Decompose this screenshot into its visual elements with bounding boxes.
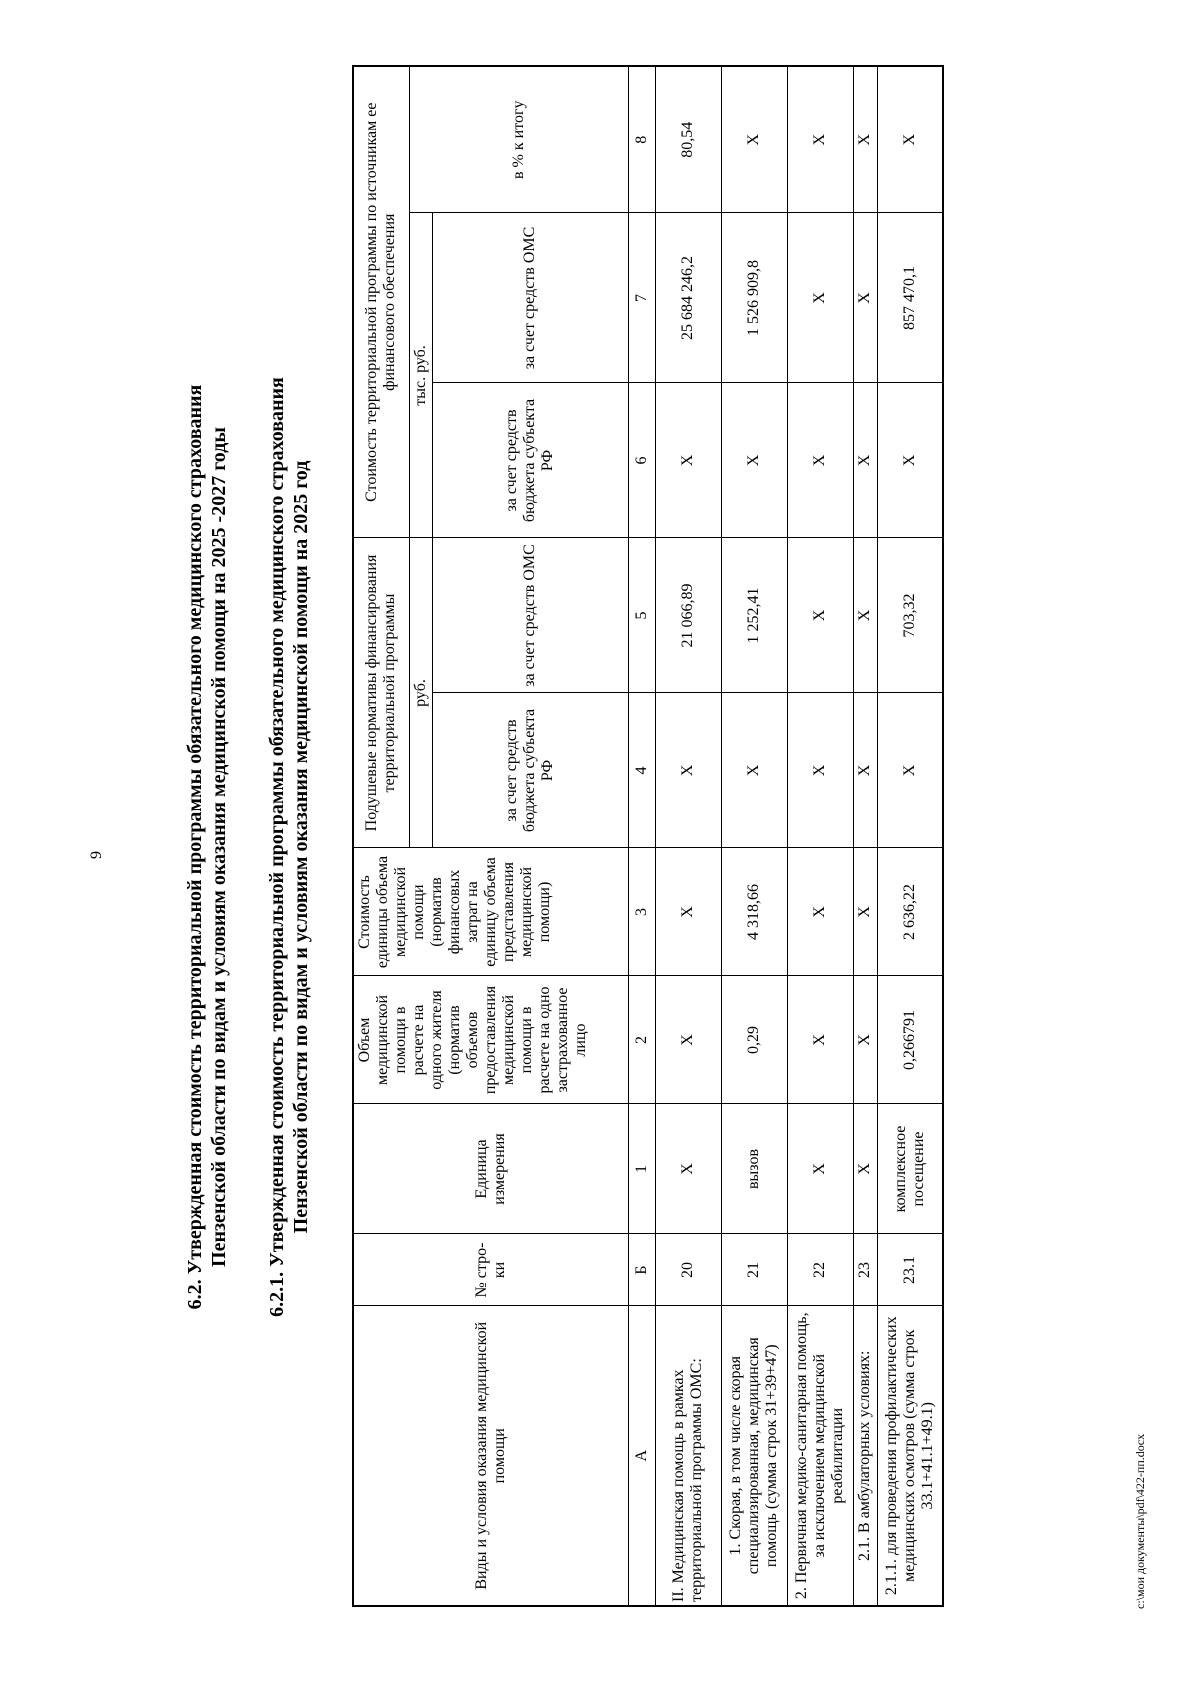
column-number-row [628, 66, 655, 1606]
header-unit-rub: руб. [409, 538, 432, 848]
cell-service: 2.1. В амбулаторных условиях: [853, 1306, 877, 1606]
cell-total-oms: 25 684 246,2 [655, 213, 721, 383]
header-unit: Единица измерения [353, 1104, 628, 1234]
cell-unit-cost: 2 636,22 [877, 848, 943, 976]
column-number: 1 [628, 1104, 655, 1234]
header-program-cost-group: Стоимость территориальной программы по источникам ее финансового обеспечения [353, 66, 409, 538]
cell-unit: вызов [721, 1104, 787, 1234]
cell-total-oms: 1 526 909,8 [721, 213, 787, 383]
header-unit-cost: Стоимость единицы объема медицинской помощи (норматив финансовых затрат на единицу объема представления медицинской помощи) [353, 848, 628, 976]
header-volume: Объем медицинской помощи в расчете на одного жителя (норматив объемов предоставления медицинской помощи в расчете на одно застрахованное лицо [353, 976, 628, 1104]
header-services: Виды и условия оказания медицинской помощи [353, 1306, 628, 1606]
cell-percent: Х [853, 66, 877, 213]
cell-unit: Х [787, 1104, 853, 1234]
cell-unit-cost: Х [853, 848, 877, 976]
cell-row-number: 20 [655, 1234, 721, 1306]
cell-unit: Х [853, 1104, 877, 1234]
cell-total-budget: Х [721, 383, 787, 538]
column-number: 3 [628, 848, 655, 976]
cell-pc-oms: 1 252,41 [721, 538, 787, 693]
cell-volume: Х [787, 976, 853, 1104]
cell-percent: Х [721, 66, 787, 213]
cell-pc-budget: Х [787, 693, 853, 848]
cell-total-budget: Х [853, 383, 877, 538]
cell-percent: 80,54 [655, 66, 721, 213]
cell-service: II. Медицинская помощь в рамках территориальной программы ОМС: [655, 1306, 721, 1606]
cell-row-number: 22 [787, 1234, 853, 1306]
header-row-number: № стро-ки [353, 1234, 628, 1306]
cell-pc-budget: Х [655, 693, 721, 848]
cost-table [352, 65, 944, 1607]
cell-percent: Х [787, 66, 853, 213]
column-number: А [628, 1306, 655, 1606]
header-per-capita-group: Подушевые нормативы финансирования территориальной программы [353, 538, 409, 848]
table-row [853, 66, 877, 1606]
cell-unit-cost: 4 318,66 [721, 848, 787, 976]
table-row [721, 66, 787, 1606]
table-row [655, 66, 721, 1606]
cell-total-oms: Х [787, 213, 853, 383]
cell-pc-budget: Х [853, 693, 877, 848]
cell-volume: 0,29 [721, 976, 787, 1104]
header-unit-thousand-rub: тыс. руб. [409, 213, 432, 538]
table-row [787, 66, 853, 1606]
heading-line: 6.2.1. Утвержденная стоимость территориальной программы обязательного медицинского страхования [266, 377, 288, 1317]
cell-row-number: 23 [853, 1234, 877, 1306]
cell-service: 2. Первичная медико-санитарная помощь, за исключением медицинской реабилитации [787, 1306, 853, 1606]
cell-percent: Х [877, 66, 943, 213]
column-number: 5 [628, 538, 655, 693]
cell-pc-budget: Х [721, 693, 787, 848]
header-pc-oms: за счет средств ОМС [432, 538, 628, 693]
cell-service: 2.1.1. для проведения профилактических медицинских осмотров (сумма строк 33.1+41.1+49.1) [877, 1306, 943, 1606]
column-number: Б [628, 1234, 655, 1306]
cell-unit: комплексное посещение [877, 1104, 943, 1234]
file-path-footer: c:\мои документы\pdf\422-пп.docx [1133, 1433, 1147, 1609]
cell-pc-oms: 21 066,89 [655, 538, 721, 693]
cell-total-oms: Х [853, 213, 877, 383]
cell-total-budget: Х [655, 383, 721, 538]
cell-row-number: 21 [721, 1234, 787, 1306]
cell-volume: Х [853, 976, 877, 1104]
cell-volume: 0,266791 [877, 976, 943, 1104]
section-heading-6-2-1 [265, 177, 313, 1517]
column-number: 7 [628, 213, 655, 383]
cell-total-budget: Х [877, 383, 943, 538]
table-row [877, 66, 943, 1606]
cell-unit-cost: Х [655, 848, 721, 976]
cell-unit: Х [655, 1104, 721, 1234]
cell-pc-oms: Х [787, 538, 853, 693]
header-total-budget: за счет средств бюджета субъекта РФ [432, 383, 628, 538]
heading-line: 6.2. Утвержденная стоимость территориальной программы обязательного медицинского страхования [184, 384, 206, 1310]
header-total-oms: за счет средств ОМС [432, 213, 628, 383]
cell-service: 1. Скорая, в том числе скорая специализированная, медицинская помощь (сумма строк 31+39+47) [721, 1306, 787, 1606]
heading-line: Пензенской области по видам и условиям оказания медицинской помощи на 2025 -2027 годы [208, 427, 230, 1267]
header-percent-total: в % к итогу [409, 66, 628, 213]
cell-unit-cost: Х [787, 848, 853, 976]
cell-row-number: 23.1 [877, 1234, 943, 1306]
cell-pc-oms: 703,32 [877, 538, 943, 693]
cell-total-oms: 857 470,1 [877, 213, 943, 383]
column-number: 4 [628, 693, 655, 848]
cell-pc-oms: Х [853, 538, 877, 693]
cell-volume: Х [655, 976, 721, 1104]
cell-total-budget: Х [787, 383, 853, 538]
column-number: 8 [628, 66, 655, 213]
cell-pc-budget: Х [877, 693, 943, 848]
heading-line: Пензенской области по видам и условиям оказания медицинской помощи на 2025 год [290, 460, 312, 1234]
column-number: 6 [628, 383, 655, 538]
section-heading-6-2 [183, 177, 231, 1517]
page-number: 9 [88, 851, 105, 859]
column-number: 2 [628, 976, 655, 1104]
header-pc-budget: за счет средств бюджета субъекта РФ [432, 693, 628, 848]
